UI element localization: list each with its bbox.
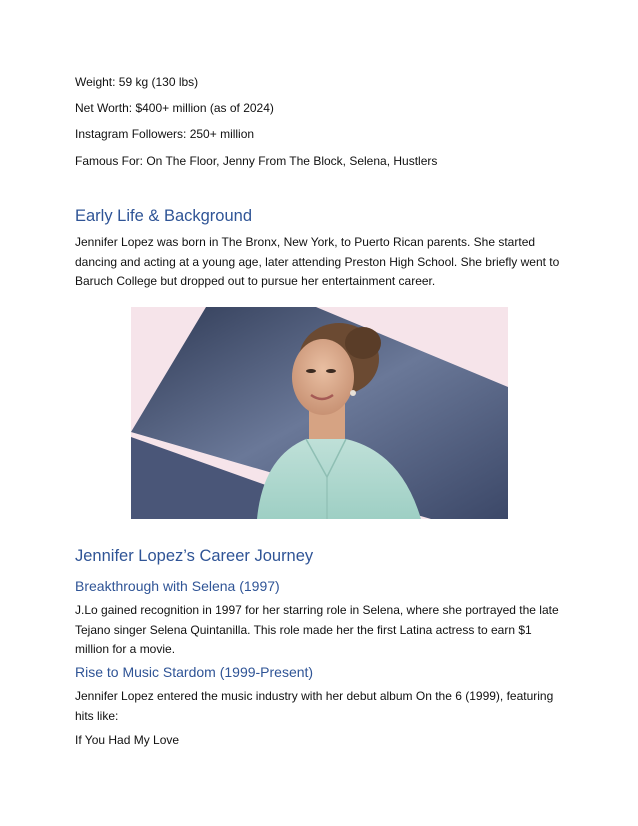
breakthrough-heading: Breakthrough with Selena (1997) bbox=[75, 578, 280, 594]
first-hit-line: If You Had My Love bbox=[75, 733, 180, 747]
instagram-line: Instagram Followers: 250+ million bbox=[75, 127, 255, 141]
famous-for-line: Famous For: On The Floor, Jenny From The Block, Selena, Hustlers bbox=[75, 154, 438, 168]
early-life-heading: Early Life & Background bbox=[75, 207, 253, 225]
career-heading: Jennifer Lopez’s Career Journey bbox=[75, 547, 314, 565]
weight-line: Weight: 59 kg (130 lbs) bbox=[75, 75, 199, 89]
breakthrough-paragraph: J.Lo gained recognition in 1997 for her starring role in Selena, where she portrayed the late Tejano singer Selena Quintanilla. This role made her the first Latina actress to earn $1 million for a movie. bbox=[75, 603, 559, 656]
portrait-photo bbox=[131, 307, 508, 519]
early-life-paragraph: Jennifer Lopez was born in The Bronx, New York, to Puerto Rican parents. She started dancing and acting at a young age, later attending Preston High School. She briefly went to Baruch College but dropped out to pursue her entertainment career. bbox=[75, 235, 560, 288]
music-paragraph: Jennifer Lopez entered the music industry with her debut album On the 6 (1999), featuring hits like: bbox=[75, 689, 554, 723]
music-heading: Rise to Music Stardom (1999-Present) bbox=[75, 664, 314, 680]
net-worth-line: Net Worth: $400+ million (as of 2024) bbox=[75, 101, 274, 115]
